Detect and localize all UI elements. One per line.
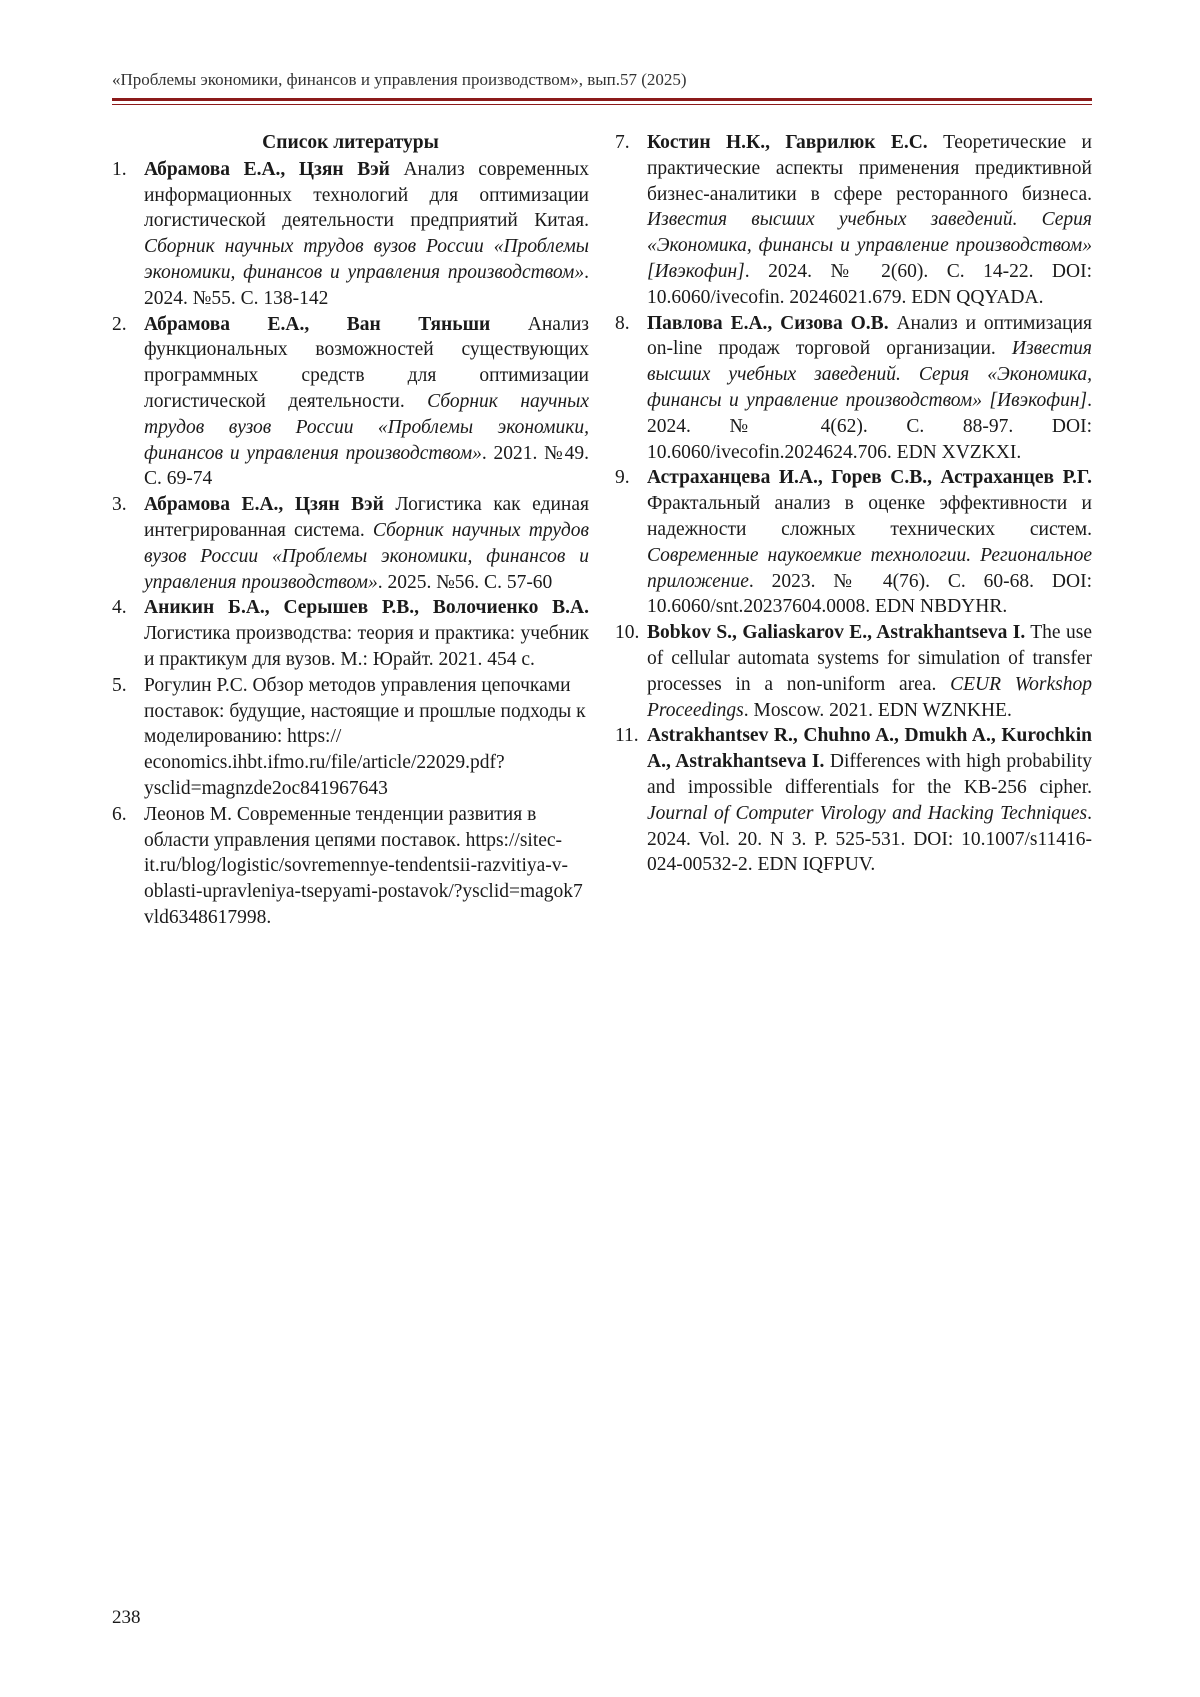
reference-source: Известия высших учебных заведений. Серия «Экономика, финансы и управление производством» [Ивэкофин] — [647, 338, 1092, 411]
running-header: «Проблемы экономики, финансов и управления производством», вып.57 (2025) — [112, 70, 687, 89]
reference-text — [144, 492, 589, 595]
reference-number: 4. — [112, 597, 127, 619]
reference-item — [112, 595, 589, 672]
column-right — [615, 130, 1092, 878]
reference-source: Известия высших учебных заведений. Серия «Экономика, финансы и управление производством» [Ивэкофин] — [647, 209, 1092, 282]
reference-number: 8. — [615, 312, 630, 334]
reference-item — [112, 673, 589, 802]
reference-number: 5. — [112, 674, 127, 696]
reference-item — [615, 723, 1092, 878]
reference-title: The use of cellular automata systems for simulation of transfer processes in a non-uniform area. — [647, 622, 1092, 695]
reference-authors: Абрамова Е.А., Цзян Вэй — [144, 494, 384, 516]
reference-authors: Абрамова Е.А., Ван Тяньши — [144, 313, 491, 335]
reference-number: 2. — [112, 313, 127, 335]
reference-source: Сборник научных трудов вузов России «Проблемы экономики, финансов и управления производством» — [144, 236, 589, 283]
reference-text — [647, 130, 1092, 311]
references-list-right — [615, 130, 1092, 878]
reference-item — [615, 311, 1092, 466]
reference-number: 11. — [615, 725, 639, 747]
reference-text — [144, 157, 589, 312]
reference-details: . 2024. № 2(60). С. 14-22. DOI: 10.6060/ivecofin. 20246021.679. EDN QQYADA. — [647, 260, 1092, 308]
reference-title: Differences with high probability and impossible differentials for the KB-256 cipher. — [647, 751, 1092, 798]
reference-title: Логистика производства: теория и практика: учебник и практикум для вузов. М.: Юрайт. 2021. 454 с. — [144, 623, 589, 670]
reference-authors: Аникин Б.А., Серышев Р.В., Волочиенко В.А. — [144, 597, 589, 619]
reference-text — [647, 620, 1092, 723]
reference-title: Теоретические и практические аспекты применения предиктивной бизнес-аналитики в сфере ресторанного бизнеса. — [647, 132, 1092, 205]
reference-title: Анализ и оптимизация on-line продаж торговой организации. — [647, 312, 1093, 360]
reference-number: 7. — [615, 132, 630, 153]
reference-title: Рогулин Р.С. Обзор методов управления цепочками поставок: будущие, настоящие и прошлые подходы к моделированию: https:// economics.ihbt.ifmo.ru/file/article/22029.pdf? ysclid=magnzde2oc841967643 — [144, 674, 586, 799]
header-rule-thick — [112, 98, 1092, 101]
reference-authors: Павлова Е.А., Сизова О.В. — [647, 312, 889, 334]
reference-details: . 2023. № 4(76). С. 60-68. DOI: 10.6060/snt.20237604.0008. EDN NBDYHR. — [647, 570, 1092, 618]
reference-item — [112, 802, 589, 931]
reference-details: . 2021. №49. С. 69-74 — [144, 442, 589, 490]
column-left — [112, 130, 589, 931]
reference-text — [647, 311, 1092, 466]
reference-details: . 2024. № 4(62). С. 88-97. DOI: 10.6060/ivecofin.2024624.706. EDN XVZKXI. — [647, 389, 1092, 463]
reference-details: . 2024. №55. С. 138-142 — [144, 261, 589, 309]
reference-source: Journal of Computer Virology and Hacking Techniques — [647, 802, 1088, 824]
reference-text — [144, 595, 589, 672]
references-title: Список литературы — [262, 132, 439, 153]
reference-number: 10. — [615, 622, 640, 644]
reference-number: 9. — [615, 467, 630, 489]
reference-authors: Астраханцева И.А., Горев С.В., Астраханцев Р.Г. — [647, 467, 1092, 489]
reference-source: Сборник научных трудов вузов России «Проблемы экономики, финансов и управления производством» — [144, 519, 589, 593]
reference-source: CEUR Workshop Proceedings — [647, 673, 1092, 721]
reference-number: 3. — [112, 494, 127, 516]
reference-text — [144, 673, 589, 802]
reference-source: Современные наукоемкие технологии. Региональное приложение — [647, 544, 1092, 592]
reference-item — [112, 312, 589, 493]
reference-details: . Moscow. 2021. EDN WZNKHE. — [743, 699, 1012, 721]
reference-details: . 2025. №56. С. 57-60 — [377, 571, 553, 593]
page-number: 238 — [112, 1607, 141, 1628]
reference-item — [615, 130, 1092, 311]
reference-authors: Абрамова Е.А., Цзян Вэй — [144, 158, 390, 180]
reference-title: Логистика как единая интегрированная система. — [144, 494, 589, 541]
reference-item — [615, 620, 1092, 723]
references-list-left — [112, 157, 589, 931]
reference-text — [144, 802, 589, 931]
reference-item — [112, 492, 589, 595]
reference-text — [647, 465, 1092, 620]
reference-authors: Astrakhantsev R., Chuhno A., Dmukh A., Kurochkin A., Astrakhantseva I. — [647, 725, 1092, 773]
reference-text — [144, 312, 589, 493]
header-rule-thin — [112, 104, 1092, 105]
reference-text — [647, 723, 1092, 878]
reference-authors: Костин Н.К., Гаврилюк Е.С. — [647, 132, 928, 153]
reference-details: . 2024. Vol. 20. N 3. P. 525-531. DOI: 10.1007/s11416-024-00532-2. EDN IQFPUV. — [647, 802, 1092, 876]
reference-number: 1. — [112, 158, 127, 180]
reference-title: Анализ современных информационных технологий для оптимизации логистической деятельности предприятий Китая. — [144, 158, 589, 232]
reference-source: Сборник научных трудов вузов России «Проблемы экономики, финансов и управления производством» — [144, 390, 589, 464]
reference-title: Фрактальный анализ в оценке эффективности и надежности сложных технических систем. — [647, 493, 1092, 540]
reference-item — [112, 157, 589, 312]
reference-item — [615, 465, 1092, 620]
reference-title: Леонов М. Современные тенденции развития в области управления цепями поставок. https://sitec-it.ru/blog/logistic/sovremennye-tendentsii-razvitiya-v-oblasti-upravleniya-tsepyami-postavok/?ysclid=magok7 vld6348617998. — [144, 803, 583, 928]
reference-number: 6. — [112, 803, 127, 825]
reference-authors: Bobkov S., Galiaskarov E., Astrakhantseva I. — [647, 622, 1026, 644]
reference-title: Анализ функциональных возможностей существующих программных средств для оптимизации логистической деятельности. — [144, 313, 589, 412]
